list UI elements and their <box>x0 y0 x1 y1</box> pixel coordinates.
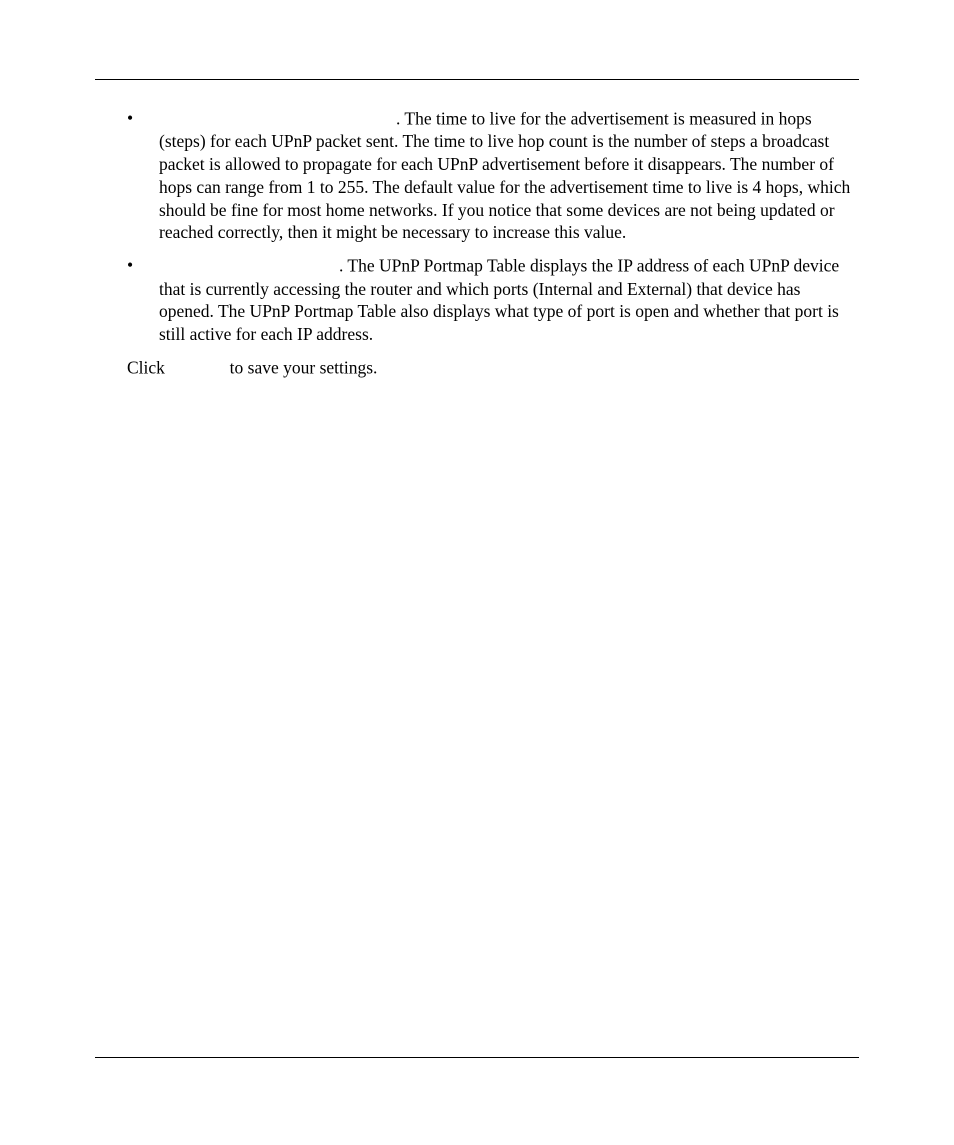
save-instruction-prefix: Click <box>127 357 165 378</box>
bullet-marker: • <box>127 255 134 276</box>
list-item-text: . The time to live for the advertisement is measured in hops (steps) for each UPnP packet sent. The time to live hop count is the number of steps a broadcast packet is allowed to propagate for each UPnP advertisement before it disappears. The number of hops can range from 1 to 255. The default value for the advertisement time to live is 4 hops, which should be fine for most home networks. If you notice that some devices are not being updated or reached correctly, then it might be necessary to increase this value. <box>159 108 851 243</box>
list-item-advertisement-ttl <box>127 107 859 244</box>
footer-rule <box>95 1057 859 1058</box>
button-name-placeholder <box>169 356 225 374</box>
list-item-text: . The UPnP Portmap Table displays the IP address of each UPnP device that is currently accessing the router and which ports (Internal and External) that device has opened. The UPnP Portmap Table also displays what type of port is open and whether that port is still active for each IP address. <box>159 255 840 345</box>
term-placeholder <box>159 254 339 272</box>
list-item-portmap-table <box>127 254 859 346</box>
save-instruction-suffix: to save your settings. <box>229 357 378 378</box>
header-rule <box>95 79 859 80</box>
save-instruction <box>127 356 859 379</box>
term-placeholder <box>159 107 396 125</box>
document-body <box>127 107 859 379</box>
bullet-marker: • <box>127 108 134 128</box>
